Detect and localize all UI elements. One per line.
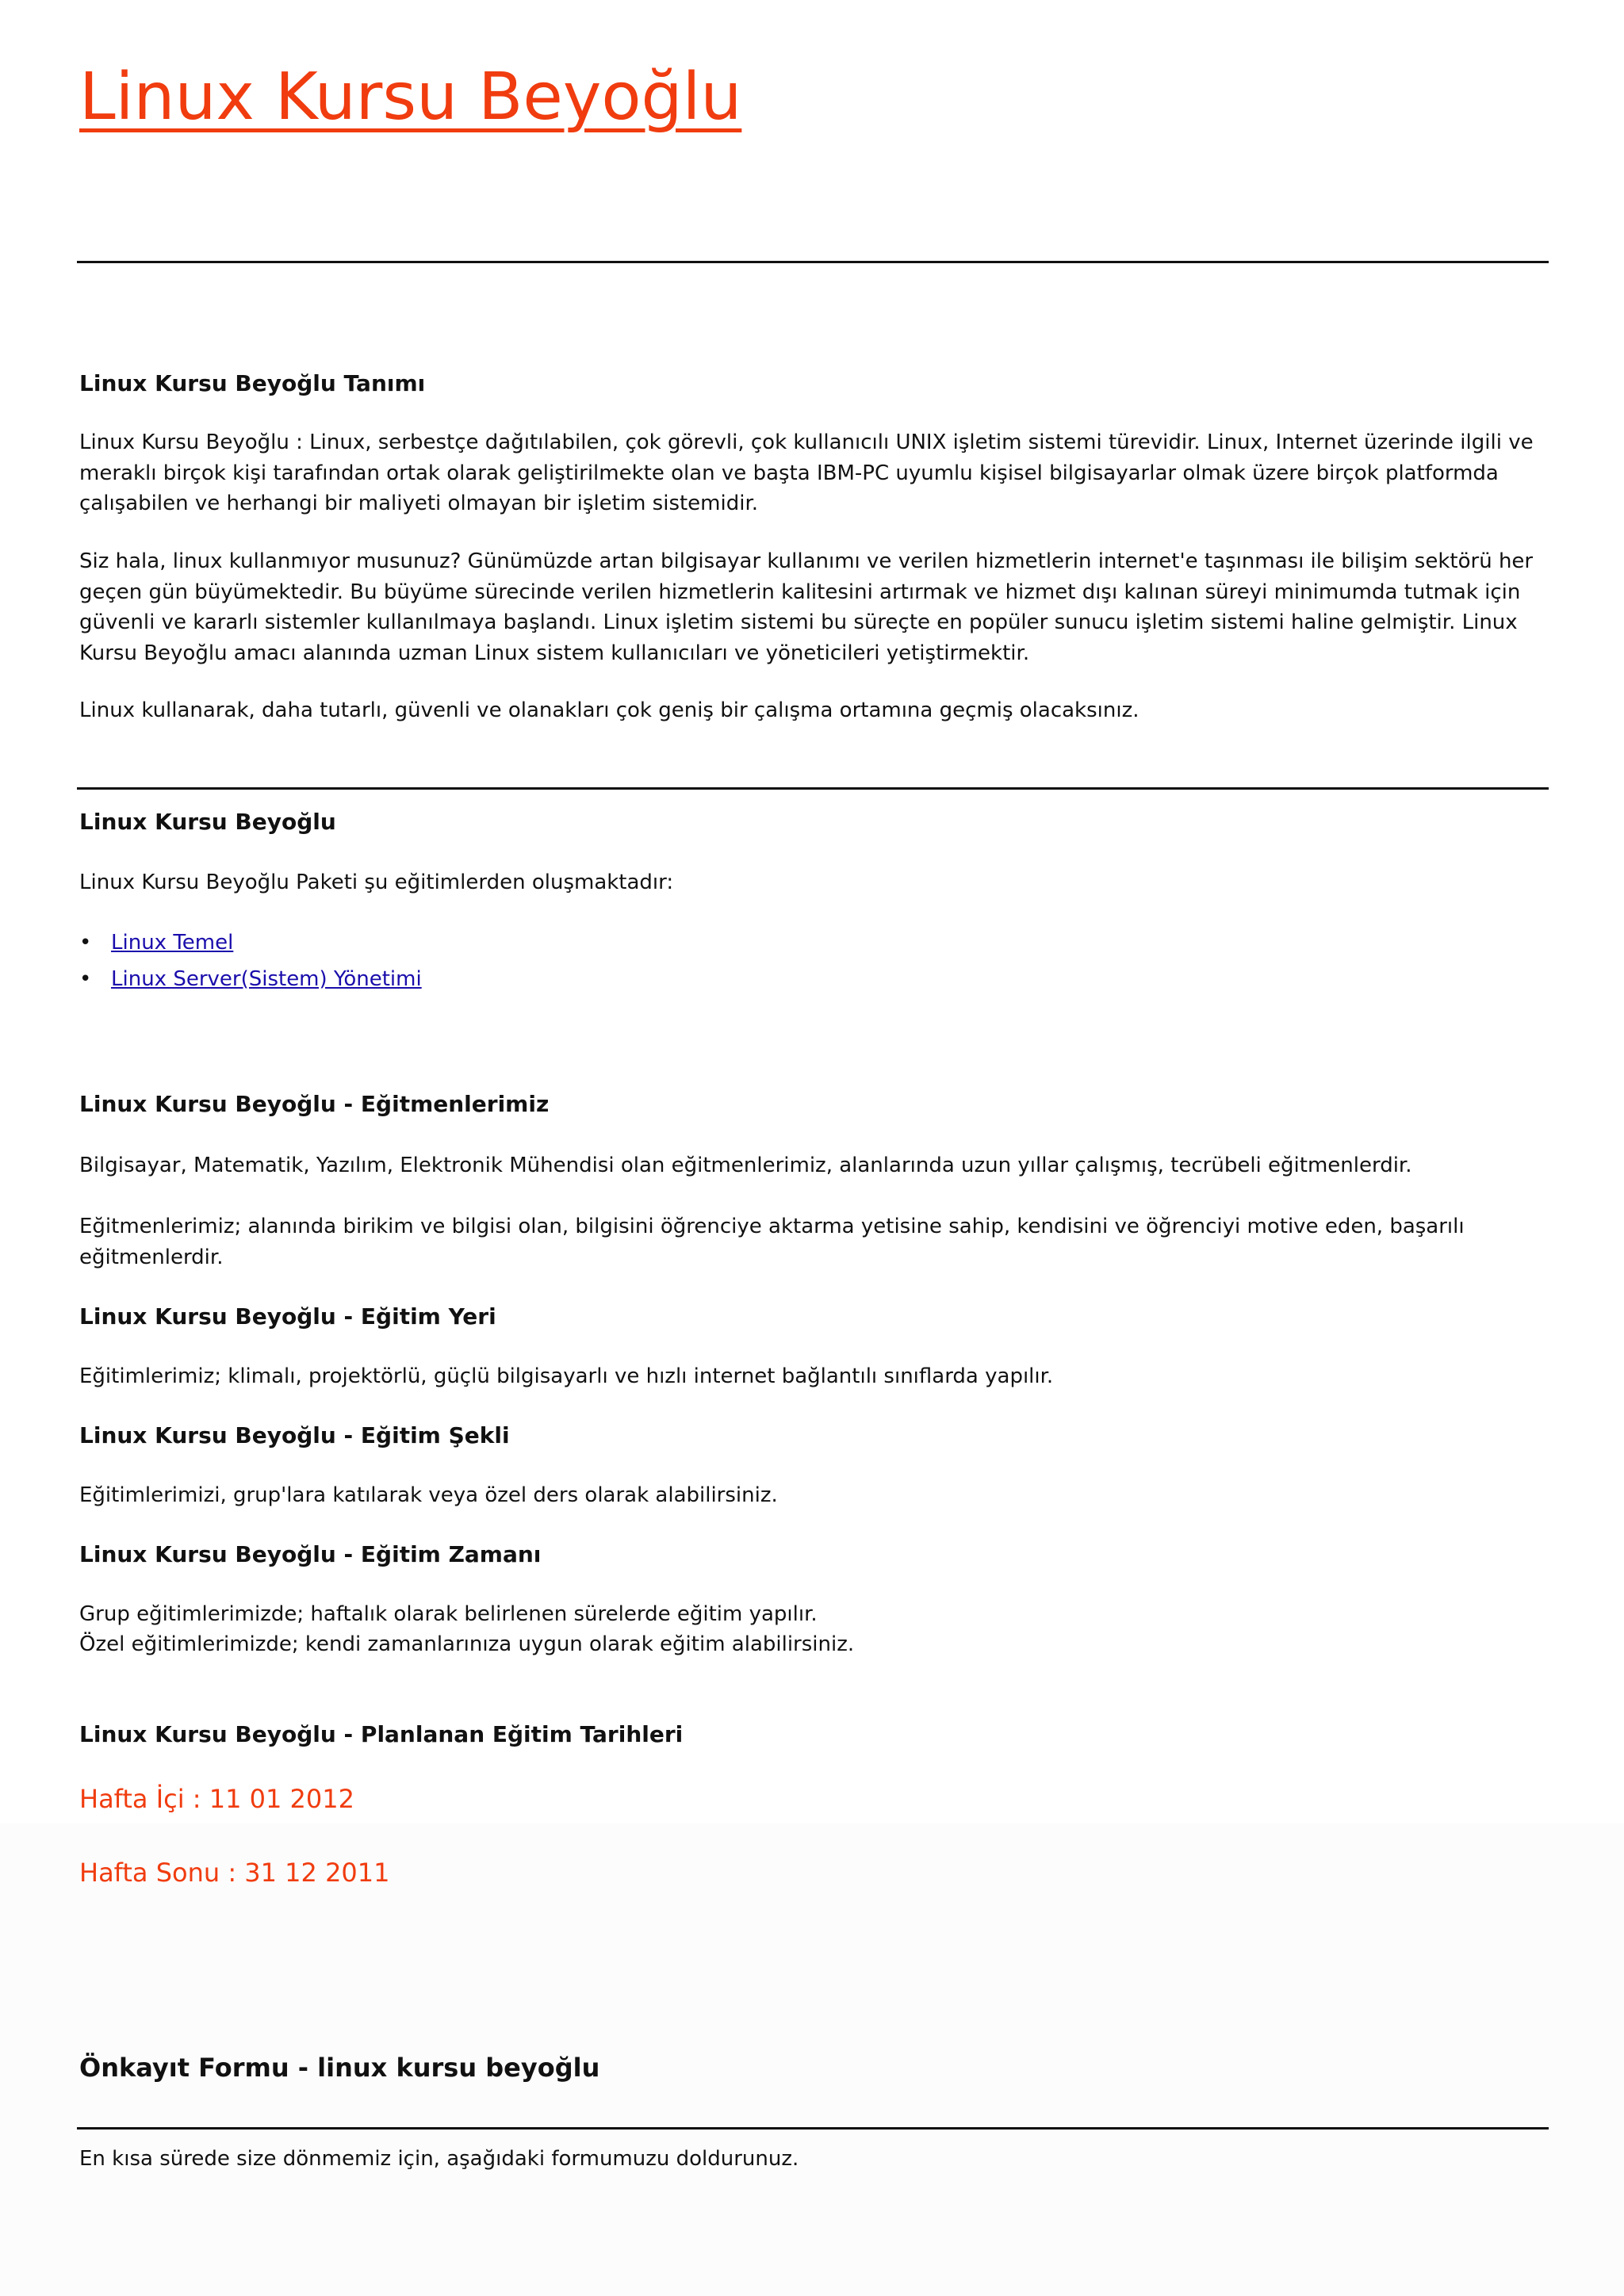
- dates-heading: Linux Kursu Beyoğlu - Planlanan Eğitim Tarihleri: [79, 1721, 684, 1747]
- format-text: Eğitimlerimizi, grup'lara katılarak veya özel ders olarak alabilirsiniz.: [79, 1483, 778, 1507]
- course-heading: Linux Kursu Beyoğlu: [79, 809, 336, 835]
- schedule-line-2: Özel eğitimlerimizde; kendi zamanlarınıza uygun olarak eğitim alabilirsiniz.: [79, 1632, 855, 1656]
- instructors-paragraph-1: Bilgisayar, Matematik, Yazılım, Elektronik Mühendisi olan eğitmenlerimiz, alanlarında uzun yıllar çalışmış, tecrübeli eğitmenlerdir.: [79, 1154, 1412, 1177]
- schedule-heading: Linux Kursu Beyoğlu - Eğitim Zamanı: [79, 1541, 542, 1567]
- intro-paragraph-1: Linux Kursu Beyoğlu : Linux, serbestçe dağıtılabilen, çok görevli, çok kullanıcılı UNIX işletim sistemi türevidir. Linux, Internet üzerinde ilgili ve meraklı birçok kişi tarafından ortak olarak geliştirilmekte olan ve başta IBM-PC uyumlu kişisel bilgisayarlar olmak üzere birçok platformda çalışabilen ve herhangi bir maliyeti olmayan bir işletim sistemidir.: [79, 430, 1534, 515]
- linux-temel-link[interactable]: Linux Temel: [111, 931, 234, 955]
- location-text: Eğitimlerimiz; klimalı, projektörlü, güçlü bilgisayarlı ve hızlı internet bağlantılı sınıflarda yapılır.: [79, 1364, 1054, 1388]
- bullet-icon: •: [79, 967, 92, 991]
- intro-paragraph-3: Linux kullanarak, daha tutarlı, güvenli ve olanakları çok geniş bir çalışma ortamına geçmiş olacaksınız.: [79, 698, 1139, 722]
- bullet-icon: •: [79, 931, 92, 955]
- list-item: [79, 924, 422, 961]
- intro-paragraph-2: Siz hala, linux kullanmıyor musunuz? Günümüzde artan bilgisayar kullanımı ve verilen hizmetlerin internet'e taşınması ile bilişim sektörü her geçen gün büyümektedir. Bu büyüme sürecinde verilen hizmetlerin kalitesini artırmak ve hizmet dışı kalınan süreyi minimumda tutmak için güvenli ve kararlı sistemler kullanılmaya başlandı. Linux işletim sistemi bu süreçte en popüler sunucu işletim sistemi haline gelmiştir. Linux Kursu Beyoğlu amacı alanında uzman Linux sistem kullanıcıları ve yöneticileri yetiştirmektir.: [79, 549, 1534, 665]
- location-heading: Linux Kursu Beyoğlu - Eğitim Yeri: [79, 1303, 496, 1330]
- intro-heading: Linux Kursu Beyoğlu Tanımı: [79, 370, 426, 396]
- instructors-paragraph-2: Eğitmenlerimiz; alanında birikim ve bilgisi olan, bilgisini öğrenciye aktarma yetisine sahip, kendisini ve öğrenciyi motive eden, başarılı eğitmenlerdir.: [79, 1215, 1465, 1269]
- divider-form: [77, 2127, 1549, 2130]
- list-item: [79, 961, 422, 997]
- course-links-list: [79, 924, 422, 997]
- form-subtitle: En kısa sürede size dönmemiz için, aşağıdaki formumuzu doldurunuz.: [79, 2147, 799, 2171]
- format-heading: Linux Kursu Beyoğlu - Eğitim Şekli: [79, 1422, 510, 1448]
- instructors-heading: Linux Kursu Beyoğlu - Eğitmenlerimiz: [79, 1091, 550, 1117]
- linux-server-yonetimi-link[interactable]: Linux Server(Sistem) Yönetimi: [111, 967, 422, 991]
- divider-top: [77, 261, 1549, 263]
- divider-middle: [77, 787, 1549, 790]
- schedule-line-1: Grup eğitimlerimizde; haftalık olarak belirlenen sürelerde eğitim yapılır.: [79, 1602, 818, 1626]
- weekday-date: Hafta İçi : 11 01 2012: [79, 1784, 354, 1814]
- form-title: Önkayıt Formu - linux kursu beyoğlu: [79, 2053, 600, 2083]
- weekend-date: Hafta Sonu : 31 12 2011: [79, 1858, 390, 1888]
- course-package-text: Linux Kursu Beyoğlu Paketi şu eğitimlerden oluşmaktadır:: [79, 871, 674, 894]
- site-title-link[interactable]: Linux Kursu Beyoğlu: [79, 59, 742, 135]
